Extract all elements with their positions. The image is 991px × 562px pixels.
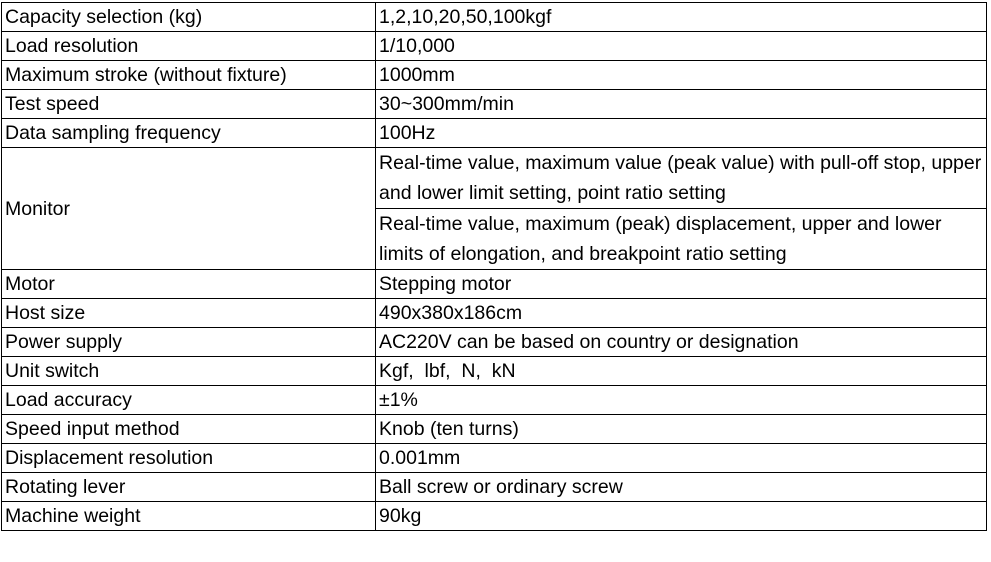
table-row xyxy=(2,386,987,415)
table-row xyxy=(2,119,987,148)
spec-value-monitor-displacement: Real-time value, maximum (peak) displacement, upper and lower limits of elongation, and breakpoint ratio setting xyxy=(376,209,987,270)
spec-label: Load accuracy xyxy=(2,386,376,415)
spec-value: 90kg xyxy=(376,502,987,531)
spec-value: Knob (ten turns) xyxy=(376,415,987,444)
spec-value: 490x380x186cm xyxy=(376,299,987,328)
spec-value: 100Hz xyxy=(376,119,987,148)
spec-label-monitor: Monitor xyxy=(2,148,376,270)
table-row xyxy=(2,90,987,119)
spec-label: Unit switch xyxy=(2,357,376,386)
spec-table xyxy=(1,2,987,531)
spec-label: Rotating lever xyxy=(2,473,376,502)
spec-label: Capacity selection (kg) xyxy=(2,3,376,32)
spec-value: 0.001mm xyxy=(376,444,987,473)
table-row xyxy=(2,270,987,299)
spec-value: ±1% xyxy=(376,386,987,415)
spec-value-monitor-load: Real-time value, maximum value (peak value) with pull-off stop, upper and lower limit setting, point ratio setting xyxy=(376,148,987,209)
spec-label: Maximum stroke (without fixture) xyxy=(2,61,376,90)
spec-value: Stepping motor xyxy=(376,270,987,299)
spec-label: Power supply xyxy=(2,328,376,357)
spec-value: 1000mm xyxy=(376,61,987,90)
spec-label: Data sampling frequency xyxy=(2,119,376,148)
spec-value: Kgf, lbf, N, kN xyxy=(376,357,987,386)
spec-value: 1/10,000 xyxy=(376,32,987,61)
spec-label: Motor xyxy=(2,270,376,299)
table-row xyxy=(2,148,987,209)
table-row xyxy=(2,299,987,328)
spec-label: Host size xyxy=(2,299,376,328)
table-row xyxy=(2,3,987,32)
spec-value: AC220V can be based on country or designation xyxy=(376,328,987,357)
table-row xyxy=(2,444,987,473)
spec-value: 30~300mm/min xyxy=(376,90,987,119)
table-row xyxy=(2,328,987,357)
table-row xyxy=(2,502,987,531)
spec-label: Load resolution xyxy=(2,32,376,61)
table-row xyxy=(2,357,987,386)
spec-label: Speed input method xyxy=(2,415,376,444)
spec-label: Machine weight xyxy=(2,502,376,531)
spec-value: Ball screw or ordinary screw xyxy=(376,473,987,502)
table-row xyxy=(2,61,987,90)
table-row xyxy=(2,415,987,444)
table-row xyxy=(2,32,987,61)
spec-value: 1,2,10,20,50,100kgf xyxy=(376,3,987,32)
spec-label: Test speed xyxy=(2,90,376,119)
spec-label: Displacement resolution xyxy=(2,444,376,473)
table-row xyxy=(2,473,987,502)
